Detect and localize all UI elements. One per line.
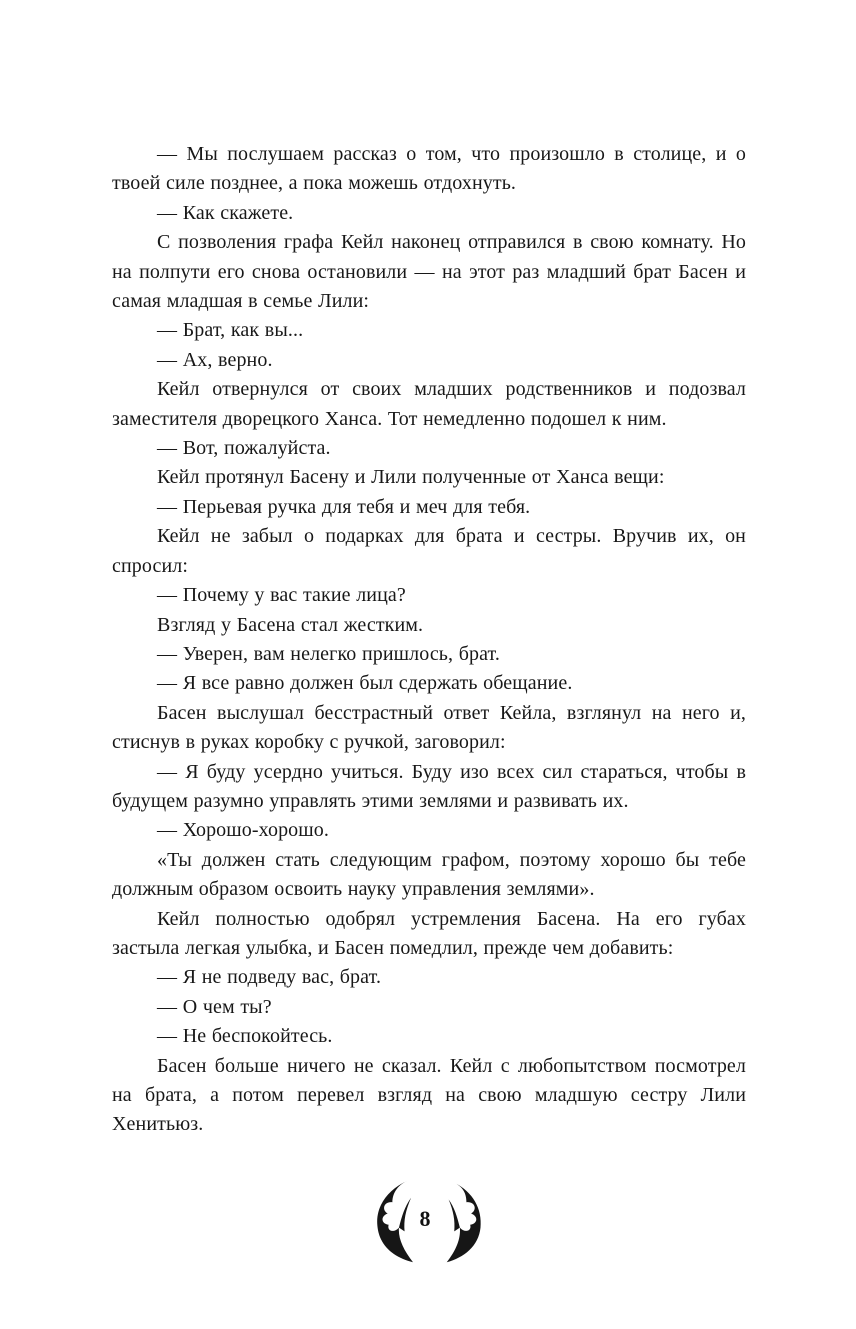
paragraph: — Вот, пожалуйста. xyxy=(157,437,331,460)
paragraph: Кейл протянул Басену и Лили полученные от Ханса вещи: xyxy=(157,466,665,489)
paragraph: — Я не подведу вас, брат. xyxy=(157,966,382,989)
paragraph: «Ты должен стать следующим графом, поэтому хорошо бы тебе должным образом освоить науку управления землями». xyxy=(112,848,746,901)
footer-ornament xyxy=(353,1178,503,1264)
paragraph: — Почему у вас такие лица? xyxy=(157,584,406,607)
paragraph: — Не беспокойтесь. xyxy=(157,1025,333,1048)
paragraph: Басен больше ничего не сказал. Кейл с любопытством посмотрел на брата, а потом перевел взгляд на свою младшую сестру Лили Хенитьюз. xyxy=(112,1054,746,1136)
paragraph: — Как скажете. xyxy=(157,201,294,224)
paragraph: — О чем ты? xyxy=(157,995,272,1018)
paragraph: С позволения графа Кейл наконец отправился в свою комнату. Но на полпути его снова остановили — на этот раз младший брат Басен и самая младшая в семье Лили: xyxy=(112,231,746,313)
paragraph: Басен выслушал бесстрастный ответ Кейла, взглянул на него и, стиснув в руках коробку с ручкой, заговорил: xyxy=(112,701,746,754)
body-text xyxy=(112,140,746,1140)
paragraph: — Хорошо-хорошо. xyxy=(157,819,329,842)
paragraph: — Перьевая ручка для тебя и меч для тебя. xyxy=(157,495,531,518)
paragraph: — Ах, верно. xyxy=(157,348,273,371)
paragraph: — Мы послушаем рассказ о том, что произошло в столице, и о твоей силе позднее, а пока можешь отдохнуть. xyxy=(112,143,746,195)
paragraph: — Я все равно должен был сдержать обещание. xyxy=(157,672,573,695)
paragraph: — Брат, как вы... xyxy=(157,319,304,342)
page-footer xyxy=(0,1178,856,1264)
paragraph: — Уверен, вам нелегко пришлось, брат. xyxy=(157,642,500,665)
paragraph: Кейл не забыл о подарках для брата и сестры. Вручив их, он спросил: xyxy=(112,525,746,577)
paragraph: — Я буду усердно учиться. Буду изо всех сил стараться, чтобы в будущем разумно управлять этими землями и развивать их. xyxy=(112,760,746,812)
paragraph: Взгляд у Басена стал жестким. xyxy=(157,613,424,636)
page-number: 8 xyxy=(419,1206,431,1231)
paragraph: Кейл полностью одобрял устремления Басена. На его губах застыла легкая улыбка, и Басен помедлил, прежде чем добавить: xyxy=(112,907,746,959)
paragraph: Кейл отвернулся от своих младших родственников и подозвал заместителя дворецкого Ханса. Тот немедленно подошел к ним. xyxy=(112,378,746,430)
